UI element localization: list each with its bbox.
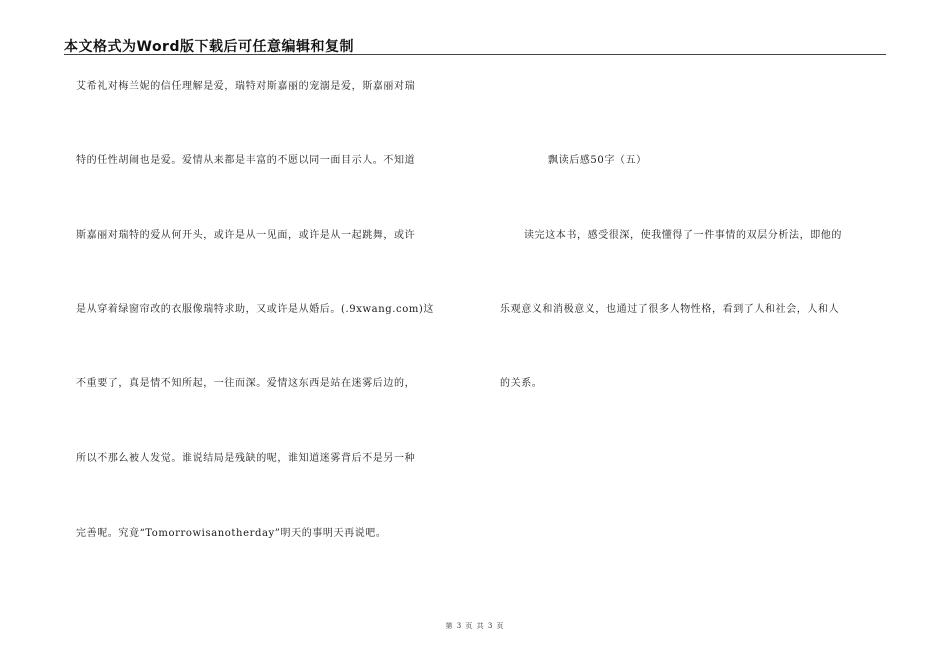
document-header-title: 本文格式为Word版下载后可任意编辑和复制 [64, 39, 354, 55]
left-text-line-3: 斯嘉丽对瑞特的爱从何开头，或许是从一见面，或许是从一起跳舞，或许 [76, 230, 416, 241]
right-section-heading: 飘读后感50字（五） [548, 155, 647, 166]
header-divider [64, 54, 886, 55]
right-text-line-2: 乐观意义和消极意义，也通过了很多人物性格，看到了人和社会，人和人 [500, 304, 840, 315]
left-text-line-4: 是从穿着绿窗帘改的衣服像瑞特求助，又或许是从婚后。(.9xwang.com)这 [76, 304, 435, 315]
left-text-line-2: 特的任性胡闹也是爱。爱情从来都是丰富的不愿以同一面目示人。不知道 [76, 155, 416, 166]
left-text-line-6: 所以不那么被人发觉。谁说结局是残缺的呢，谁知道迷雾背后不是另一种 [76, 453, 416, 464]
left-text-line-7: 完善呢。究竟“Tomorrowisanotherday”明天的事明天再说吧。 [76, 528, 387, 539]
right-text-line-1: 读完这本书，感受很深，使我懂得了一件事情的双层分析法，即他的 [524, 230, 842, 241]
right-text-line-3: 的关系。 [500, 378, 543, 389]
left-text-line-5: 不重要了，真是情不知所起，一往而深。爱情这东西是站在迷雾后边的， [76, 378, 416, 389]
left-text-line-1: 艾希礼对梅兰妮的信任理解是爱，瑞特对斯嘉丽的宠溺是爱，斯嘉丽对瑞 [76, 81, 416, 92]
page-number-footer: 第 3 页 共 3 页 [445, 622, 505, 630]
